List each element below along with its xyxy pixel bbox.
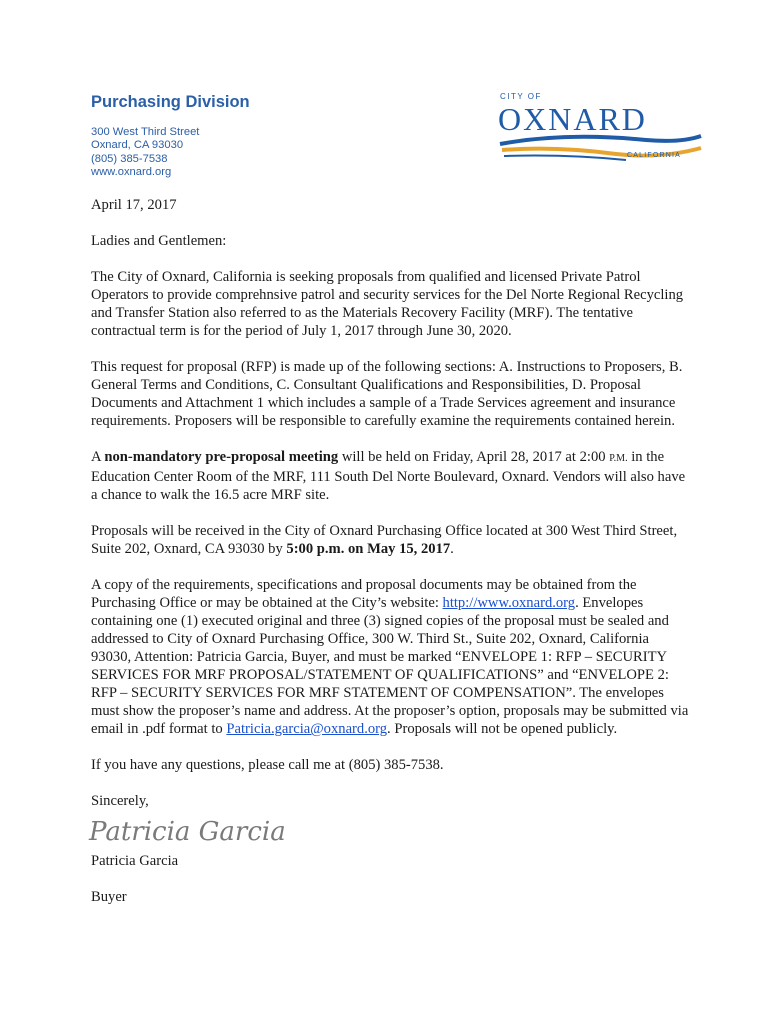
meeting-text-b: will be held on Friday, April 28, 2017 at 2:00 (338, 449, 610, 465)
instructions-text-b: . Envelopes containing one (1) executed original and three (3) signed copies of the proposal must be sealed and addressed to City of Oxnard Purchasing Office, 300 W. Third St., Suite 202, Oxnard, California 93030, Attention: Patricia Garcia, Buyer, and must be marked “ENVELOPE 1: RFP – SECURITY SERVICES FOR MRF PROPOSAL/STATEMENT OF QUALIFICATIONS” and “ENVELOPE 2: RFP – SECURITY SERVICES FOR MRF STATEMENT OF COMPENSATION”. The envelopes must show the proposer’s name and address. At the proposer’s option, proposals may be submitted via email in .pdf format to (91, 595, 689, 737)
meeting-bold: non-mandatory pre-proposal meeting (104, 449, 339, 465)
deadline-text-b: . (450, 541, 454, 557)
deadline-bold: 5:00 p.m. on May 15, 2017 (286, 541, 451, 557)
division-title: Purchasing Division (91, 93, 250, 111)
paragraph-meeting (91, 448, 691, 504)
closing: Sincerely, (91, 793, 149, 809)
instructions-text-c: . Proposals will not be opened publicly. (387, 721, 618, 737)
address-street: 300 West Third Street (91, 126, 200, 138)
address-block (91, 126, 250, 180)
address-city: Oxnard, CA 93030 (91, 139, 184, 152)
address-phone: (805) 385-7538 (91, 152, 168, 165)
instructions-text-a: A copy of the requirements, specifications and proposal documents may be obtained from the Purchasing Office or may be obtained at the City’s website: (91, 577, 637, 611)
city-of-oxnard-logo (496, 86, 706, 170)
meeting-text-a: A (91, 449, 105, 465)
logo-oxnard: OXNARD (498, 101, 647, 137)
salutation: Ladies and Gentlemen: (91, 233, 227, 249)
logo-california: CALIFORNIA (627, 152, 682, 159)
email-link[interactable]: Patricia.garcia@oxnard.org (226, 721, 388, 737)
logo-city-of: CITY OF (500, 92, 542, 101)
paragraph-intro: The City of Oxnard, California is seeking proposals from qualified and licensed Private Patrol Operators to provide comprehnsive patrol and security services for the Del Norte Regional Recycling and Transfer Station also referred to as the Materials Recovery Facility (MRF). The tentative contractual term is for the period of July 1, 2017 through June 30, 2020. (91, 269, 684, 339)
signature-text: Patricia Garcia (89, 817, 286, 847)
logo-wave-thin (504, 156, 626, 161)
signer-name: Patricia Garcia (91, 853, 179, 869)
deadline-text-a: Proposals will be received in the City of Oxnard Purchasing Office located at 300 West Third Street, Suite 202, Oxnard, CA 93030 by (91, 523, 678, 557)
paragraph-questions: If you have any questions, please call me at (805) 385-7538. (91, 757, 444, 773)
letter-body (91, 196, 691, 924)
paragraph-instructions (91, 576, 691, 738)
meeting-text-c: in the Education Center Room of the MRF, 111 South Del Norte Boulevard, Oxnard. Vendors will also have a chance to walk the 16.5 acre MRF site. (91, 449, 686, 503)
paragraph-deadline (91, 522, 691, 558)
paragraph-sections: This request for proposal (RFP) is made up of the following sections: A. Instructions to Proposers, B. General Terms and Conditions, C. Consultant Qualifications and Responsibilities, D. Proposal Documents and Attachment 1 which includes a sample of a Trade Services agreement and insurance requirements. Proposers will be responsible to carefully examine the requirements contained herein. (91, 359, 683, 429)
logo-wave-blue (500, 136, 701, 144)
signer-title: Buyer (91, 889, 127, 905)
letterhead (91, 93, 250, 180)
address-website: www.oxnard.org (91, 166, 172, 179)
handwritten-signature (87, 808, 691, 852)
website-link[interactable]: http://www.oxnard.org (442, 595, 576, 611)
letter-date: April 17, 2017 (91, 197, 177, 213)
meeting-pm: P.M. (609, 453, 628, 464)
